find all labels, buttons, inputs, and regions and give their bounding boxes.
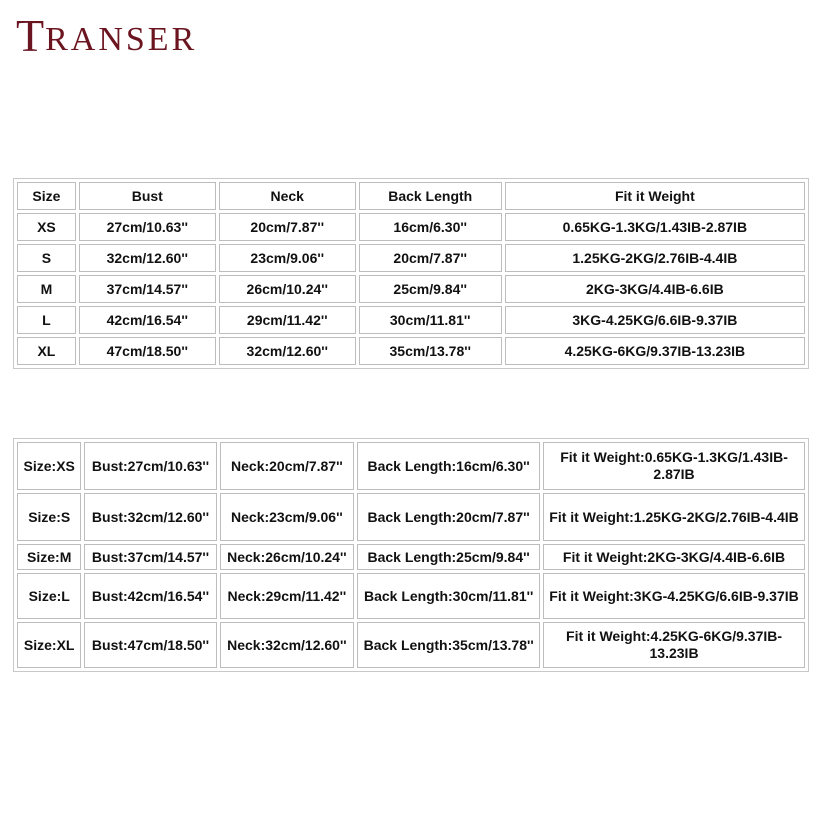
table-cell: Size:L bbox=[17, 573, 81, 619]
table-cell: 16cm/6.30'' bbox=[359, 213, 502, 241]
table-cell: 26cm/10.24'' bbox=[219, 275, 356, 303]
table-cell: Fit it Weight:4.25KG-6KG/9.37IB-13.23IB bbox=[543, 622, 805, 668]
table-cell: S bbox=[17, 244, 76, 272]
table-cell: Size:XS bbox=[17, 442, 81, 490]
size-detail-table bbox=[13, 438, 809, 672]
size-chart-table bbox=[13, 178, 809, 369]
table-cell: Bust:47cm/18.50'' bbox=[84, 622, 216, 668]
table-row bbox=[17, 622, 805, 668]
table-row bbox=[17, 573, 805, 619]
table-cell: Fit it Weight:1.25KG-2KG/2.76IB-4.4IB bbox=[543, 493, 805, 541]
table-cell: 1.25KG-2KG/2.76IB-4.4IB bbox=[505, 244, 805, 272]
table-cell: 4.25KG-6KG/9.37IB-13.23IB bbox=[505, 337, 805, 365]
table-cell: M bbox=[17, 275, 76, 303]
table-cell: Back Length:16cm/6.30'' bbox=[357, 442, 540, 490]
table-cell: 3KG-4.25KG/6.6IB-9.37IB bbox=[505, 306, 805, 334]
table-row bbox=[17, 244, 805, 272]
table-cell: Neck:20cm/7.87'' bbox=[220, 442, 355, 490]
table-cell: 35cm/13.78'' bbox=[359, 337, 502, 365]
table-cell: Fit it Weight:3KG-4.25KG/6.6IB-9.37IB bbox=[543, 573, 805, 619]
header-cell: Size bbox=[17, 182, 76, 210]
header-cell: Back Length bbox=[359, 182, 502, 210]
table-cell: Neck:26cm/10.24'' bbox=[220, 544, 355, 570]
table-cell: Bust:42cm/16.54'' bbox=[84, 573, 216, 619]
table-cell: Bust:32cm/12.60'' bbox=[84, 493, 216, 541]
table-cell: Back Length:20cm/7.87'' bbox=[357, 493, 540, 541]
table-cell: 32cm/12.60'' bbox=[79, 244, 216, 272]
table-cell: Bust:37cm/14.57'' bbox=[84, 544, 216, 570]
table-cell: Bust:27cm/10.63'' bbox=[84, 442, 216, 490]
table-row bbox=[17, 337, 805, 365]
header-cell: Bust bbox=[79, 182, 216, 210]
table-cell: 27cm/10.63'' bbox=[79, 213, 216, 241]
table-cell: 20cm/7.87'' bbox=[219, 213, 356, 241]
header-cell: Fit it Weight bbox=[505, 182, 805, 210]
table-cell: Fit it Weight:0.65KG-1.3KG/1.43IB-2.87IB bbox=[543, 442, 805, 490]
table-row bbox=[17, 544, 805, 570]
table-cell: Size:M bbox=[17, 544, 81, 570]
table-cell: Back Length:25cm/9.84'' bbox=[357, 544, 540, 570]
table-cell: XL bbox=[17, 337, 76, 365]
table-row bbox=[17, 442, 805, 490]
table-row bbox=[17, 306, 805, 334]
table-cell: Size:XL bbox=[17, 622, 81, 668]
brand-logo bbox=[16, 10, 198, 61]
table-cell: 23cm/9.06'' bbox=[219, 244, 356, 272]
table-cell: 32cm/12.60'' bbox=[219, 337, 356, 365]
table-cell: Back Length:30cm/11.81'' bbox=[357, 573, 540, 619]
table-cell: Back Length:35cm/13.78'' bbox=[357, 622, 540, 668]
table-cell: L bbox=[17, 306, 76, 334]
table-cell: 42cm/16.54'' bbox=[79, 306, 216, 334]
table-cell: Neck:23cm/9.06'' bbox=[220, 493, 355, 541]
table-cell: 25cm/9.84'' bbox=[359, 275, 502, 303]
table-cell: 29cm/11.42'' bbox=[219, 306, 356, 334]
brand-logo-initial: T bbox=[16, 10, 45, 61]
table-cell: 30cm/11.81'' bbox=[359, 306, 502, 334]
table-row bbox=[17, 493, 805, 541]
brand-logo-text: RANSER bbox=[45, 21, 198, 58]
header-cell: Neck bbox=[219, 182, 356, 210]
table-cell: 20cm/7.87'' bbox=[359, 244, 502, 272]
table-cell: 37cm/14.57'' bbox=[79, 275, 216, 303]
table-header-row bbox=[17, 182, 805, 210]
table-cell: 0.65KG-1.3KG/1.43IB-2.87IB bbox=[505, 213, 805, 241]
table-cell: Fit it Weight:2KG-3KG/4.4IB-6.6IB bbox=[543, 544, 805, 570]
table-cell: Neck:29cm/11.42'' bbox=[220, 573, 355, 619]
table-row bbox=[17, 275, 805, 303]
table-cell: XS bbox=[17, 213, 76, 241]
table-cell: Size:S bbox=[17, 493, 81, 541]
table-cell: Neck:32cm/12.60'' bbox=[220, 622, 355, 668]
table-cell: 47cm/18.50'' bbox=[79, 337, 216, 365]
table-row bbox=[17, 213, 805, 241]
table-cell: 2KG-3KG/4.4IB-6.6IB bbox=[505, 275, 805, 303]
